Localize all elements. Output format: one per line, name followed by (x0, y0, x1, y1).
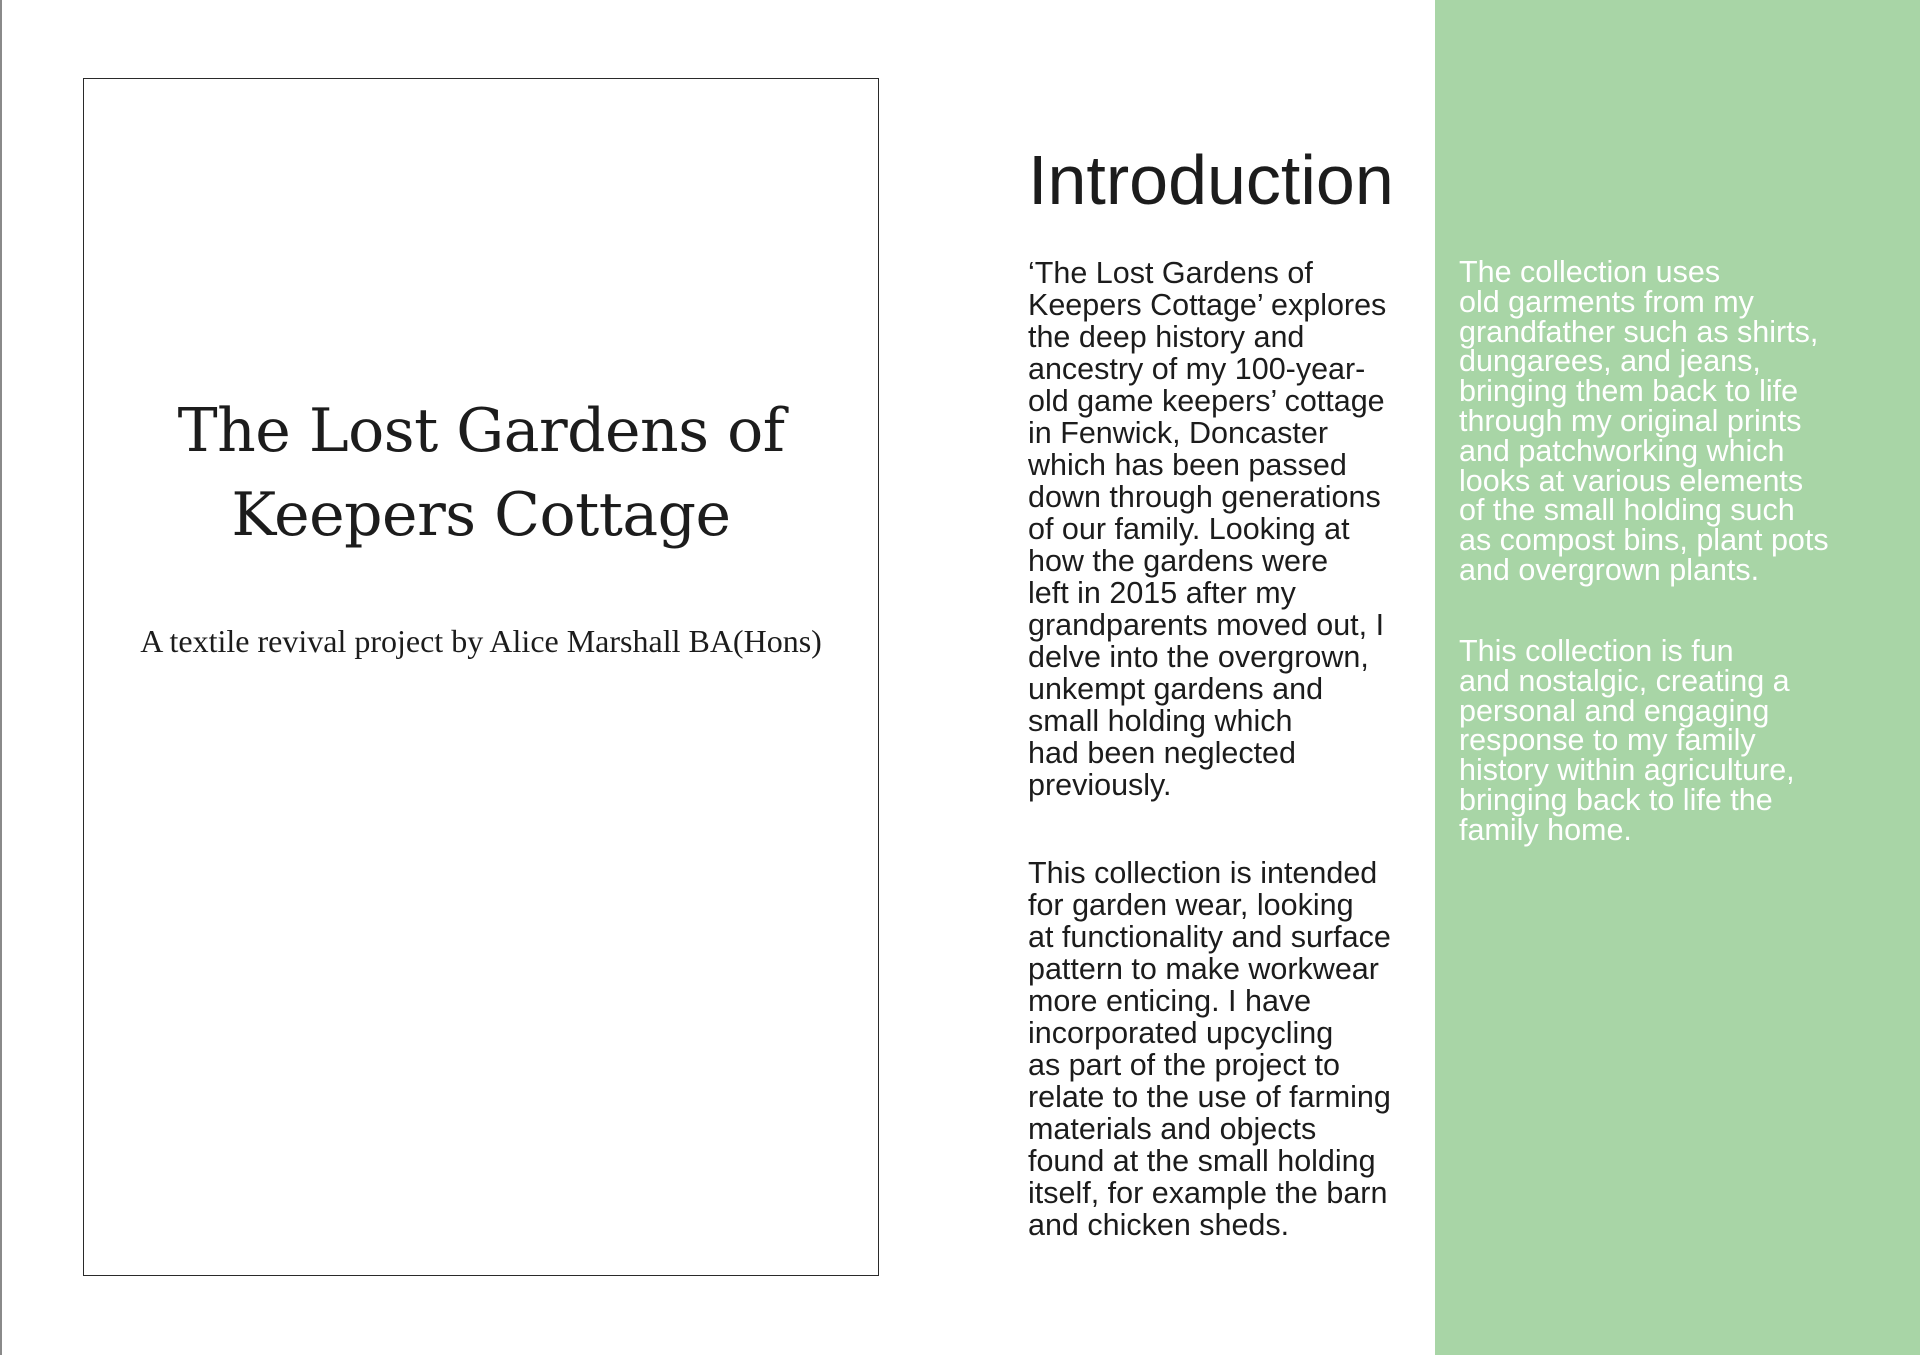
text-line: of our family. Looking at (1028, 512, 1350, 546)
cover-subtitle: A textile revival project by Alice Marshall BA(Hons) (140, 623, 822, 659)
text-line: incorporated upcycling (1028, 1016, 1334, 1050)
green-panel-paragraph-1 (1459, 255, 1919, 587)
text-line: previously. (1028, 768, 1172, 802)
text-line: old garments from my (1459, 284, 1754, 319)
text-line: old game keepers’ cottage (1028, 384, 1385, 418)
text-line: The collection uses (1459, 255, 1721, 289)
text-line: history within agriculture, (1459, 753, 1795, 788)
green-panel-paragraph-2 (1459, 634, 1919, 847)
text-line: This collection is intended (1028, 856, 1378, 890)
text-line: pattern to make workwear (1028, 952, 1379, 986)
cover-title-line-2: Keepers Cottage (231, 480, 731, 550)
text-line: grandfather such as shirts, (1459, 314, 1819, 349)
green-sidebar-panel (1435, 0, 1920, 1355)
text-line: Keepers Cottage’ explores (1028, 288, 1387, 322)
text-line: small holding which (1028, 704, 1293, 738)
page-edge-divider (0, 0, 2, 1355)
text-line: family home. (1459, 812, 1632, 847)
text-line: which has been passed (1028, 448, 1347, 482)
text-line: how the gardens were (1028, 544, 1329, 578)
introduction-paragraph-2 (1028, 857, 1428, 1241)
text-line: response to my family (1459, 723, 1756, 758)
text-line: bringing back to life the (1459, 782, 1773, 817)
text-line: for garden wear, looking (1028, 888, 1354, 922)
text-line: ‘The Lost Gardens of (1028, 256, 1313, 290)
cover-page-frame (83, 78, 879, 1276)
text-line: as compost bins, plant pots (1459, 523, 1829, 558)
text-line: and overgrown plants. (1459, 552, 1760, 587)
cover-title (84, 389, 878, 557)
text-line: dungarees, and jeans, (1459, 344, 1761, 379)
text-line: the deep history and (1028, 320, 1305, 354)
introduction-heading: Introduction (1028, 141, 1394, 219)
text-line: at functionality and surface (1028, 920, 1391, 954)
text-line: itself, for example the barn (1028, 1176, 1388, 1210)
text-line: as part of the project to (1028, 1048, 1340, 1082)
text-line: and nostalgic, creating a (1459, 663, 1790, 698)
text-line: left in 2015 after my (1028, 576, 1296, 610)
text-line: and chicken sheds. (1028, 1208, 1290, 1242)
text-line: delve into the overgrown, (1028, 640, 1369, 674)
introduction-paragraph-1 (1028, 257, 1428, 801)
text-line: through my original prints (1459, 403, 1802, 438)
text-line: This collection is fun (1459, 634, 1734, 668)
text-line: relate to the use of farming (1028, 1080, 1391, 1114)
text-line: bringing them back to life (1459, 374, 1799, 409)
text-line: unkempt gardens and (1028, 672, 1324, 706)
text-line: ancestry of my 100-year- (1028, 352, 1366, 386)
text-line: in Fenwick, Doncaster (1028, 416, 1329, 450)
text-line: grandparents moved out, I (1028, 608, 1385, 642)
text-line: and patchworking which (1459, 433, 1785, 468)
text-line: down through generations (1028, 480, 1381, 514)
text-line: personal and engaging (1459, 693, 1770, 728)
text-line: had been neglected (1028, 736, 1296, 770)
text-line: found at the small holding (1028, 1144, 1376, 1178)
text-line: more enticing. I have (1028, 984, 1312, 1018)
text-line: materials and objects (1028, 1112, 1317, 1146)
text-line: looks at various elements (1459, 463, 1804, 498)
cover-title-line-1: The Lost Gardens of (177, 396, 785, 466)
text-line: of the small holding such (1459, 493, 1795, 528)
